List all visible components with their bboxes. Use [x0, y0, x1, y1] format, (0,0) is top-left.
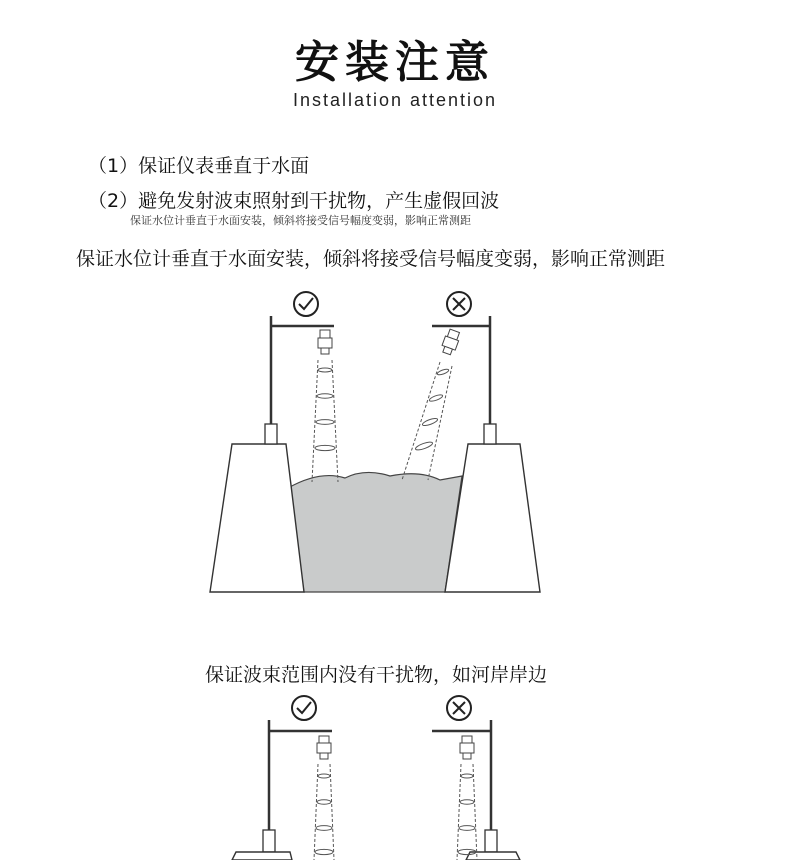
diagram2-caption: 保证波束范围内没有干扰物，如河岸岸边: [205, 664, 548, 686]
right-pole-base: [485, 830, 497, 852]
left-beam: [314, 764, 334, 860]
page-subtitle: Installation attention: [292, 90, 498, 110]
diagram1-caption: 保证水位计垂直于水面安装，倾斜将接受信号幅度变弱，影响正常测距: [76, 248, 666, 270]
left-bank: [232, 852, 292, 860]
instruction-item-2: （2）避免发射波束照射到干扰物，产生虚假回波: [88, 190, 500, 212]
left-pole-base: [263, 830, 275, 852]
instruction-item-1: （1）保证仪表垂直于水面: [88, 155, 310, 177]
check-circle-icon: [292, 696, 316, 720]
right-sensor: [460, 736, 474, 759]
right-beam: [457, 764, 477, 860]
cross-circle-icon: [447, 696, 471, 720]
left-sensor: [317, 736, 331, 759]
page-title: 安装注意: [295, 37, 495, 88]
small-note: 保证水位计垂直于水面安装，倾斜将接受信号幅度变弱，影响正常测距: [130, 214, 471, 227]
